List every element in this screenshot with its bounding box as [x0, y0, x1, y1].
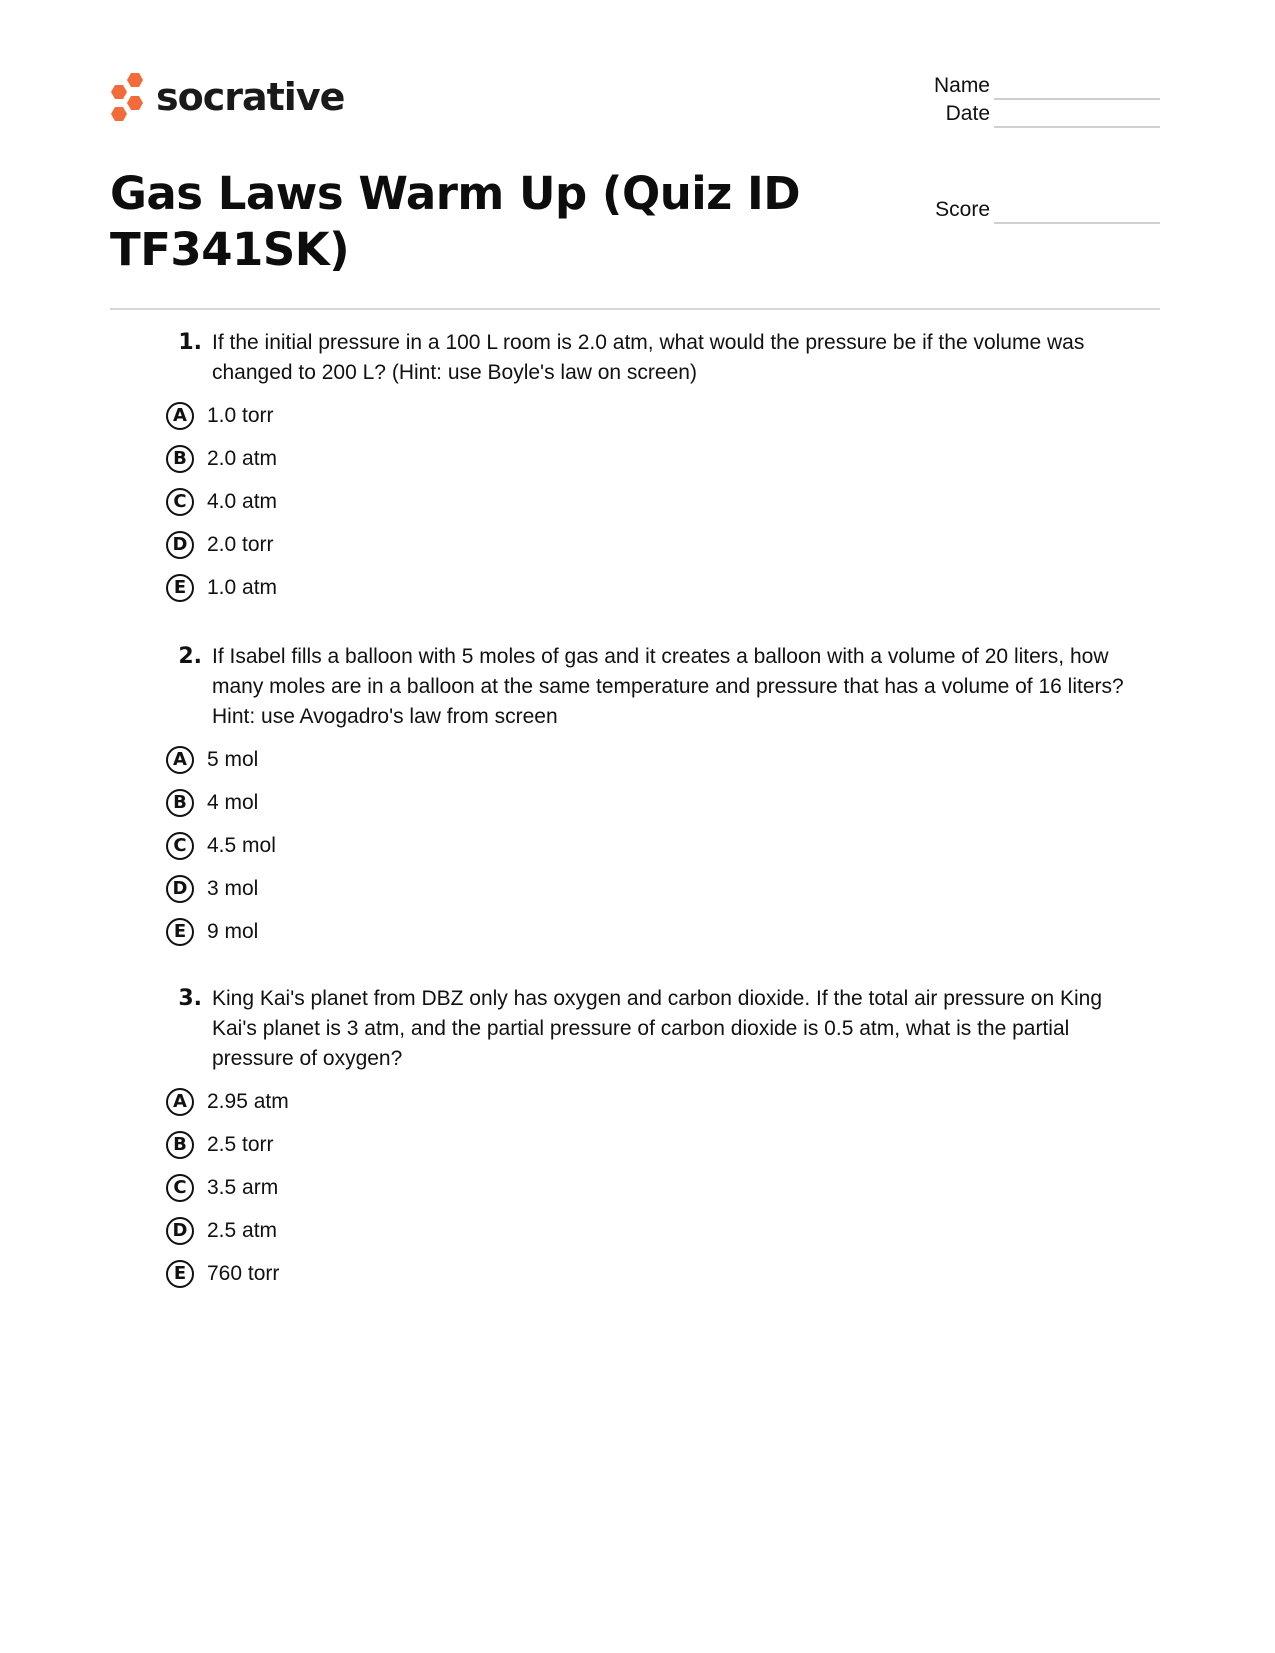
option-b[interactable]: [160, 437, 1140, 480]
option-letter-badge: D: [166, 531, 194, 559]
brand-name: socrative: [156, 75, 345, 119]
question-text: If Isabel fills a balloon with 5 moles of gas and it creates a balloon with a volume of 20 liters, how many moles are in a balloon at the same temperature and pressure that has a volume of 16 liters? Hint: use Avogadro's law from screen: [212, 645, 1124, 728]
question-number: 2.: [178, 644, 202, 669]
question-number: 3.: [178, 986, 202, 1011]
socrative-logo: [110, 72, 344, 122]
option-text: 1.0 torr: [207, 403, 274, 427]
option-c[interactable]: [160, 1166, 1140, 1209]
option-text: 4.0 atm: [207, 489, 278, 513]
option-text: 1.0 atm: [207, 575, 278, 599]
option-text: 760 torr: [207, 1261, 280, 1285]
option-text: 4.5 mol: [207, 833, 276, 857]
option-text: 3 mol: [207, 876, 259, 900]
name-label: Name: [933, 74, 990, 97]
option-a[interactable]: [160, 394, 1140, 437]
header-divider: [110, 308, 1160, 310]
option-letter-badge: E: [166, 918, 194, 946]
date-field[interactable]: [880, 102, 1160, 132]
date-line[interactable]: [994, 126, 1160, 128]
question-3: [160, 984, 1140, 1295]
score-field[interactable]: [880, 198, 1160, 228]
option-text: 2.0 atm: [207, 446, 278, 470]
score-line[interactable]: [994, 222, 1160, 224]
option-b[interactable]: [160, 1123, 1140, 1166]
option-e[interactable]: [160, 566, 1140, 609]
option-text: 9 mol: [207, 919, 259, 943]
option-letter-badge: B: [166, 1131, 194, 1159]
question-number: 1.: [178, 330, 202, 355]
option-d[interactable]: [160, 1209, 1140, 1252]
option-text: 4 mol: [207, 790, 259, 814]
option-d[interactable]: [160, 523, 1140, 566]
option-d[interactable]: [160, 867, 1140, 910]
option-letter-badge: C: [166, 488, 194, 516]
option-e[interactable]: [160, 910, 1140, 953]
option-text: 2.5 torr: [207, 1132, 274, 1156]
option-text: 5 mol: [207, 747, 259, 771]
option-letter-badge: D: [166, 875, 194, 903]
option-letter-badge: E: [166, 574, 194, 602]
option-c[interactable]: [160, 480, 1140, 523]
question-1: [160, 328, 1140, 609]
hexagon-cluster-icon: [110, 72, 148, 122]
option-a[interactable]: [160, 738, 1140, 781]
option-letter-badge: C: [166, 1174, 194, 1202]
option-e[interactable]: [160, 1252, 1140, 1295]
question-text: King Kai's planet from DBZ only has oxygen and carbon dioxide. If the total air pressure on King Kai's planet is 3 atm, and the partial pressure of carbon dioxide is 0.5 atm, what is the partial pressure of oxygen?: [212, 987, 1103, 1070]
option-letter-badge: D: [166, 1217, 194, 1245]
option-text: 2.5 atm: [207, 1218, 278, 1242]
date-label: Date: [945, 102, 990, 125]
option-letter-badge: E: [166, 1260, 194, 1288]
option-letter-badge: C: [166, 832, 194, 860]
option-a[interactable]: [160, 1080, 1140, 1123]
option-letter-badge: B: [166, 445, 194, 473]
question-2: [160, 642, 1140, 953]
option-text: 2.0 torr: [207, 532, 274, 556]
option-letter-badge: A: [166, 746, 194, 774]
name-field[interactable]: [880, 74, 1160, 104]
option-text: 3.5 arm: [207, 1175, 279, 1199]
option-c[interactable]: [160, 824, 1140, 867]
option-letter-badge: B: [166, 789, 194, 817]
option-letter-badge: A: [166, 1088, 194, 1116]
score-label: Score: [935, 198, 990, 221]
name-line[interactable]: [994, 98, 1160, 100]
option-b[interactable]: [160, 781, 1140, 824]
quiz-title: Gas Laws Warm Up (Quiz ID TF341SK): [110, 167, 801, 276]
question-text: If the initial pressure in a 100 L room is 2.0 atm, what would the pressure be if the volume was changed to 200 L? (Hint: use Boyle's law on screen): [212, 331, 1085, 384]
option-letter-badge: A: [166, 402, 194, 430]
option-text: 2.95 atm: [207, 1089, 289, 1113]
